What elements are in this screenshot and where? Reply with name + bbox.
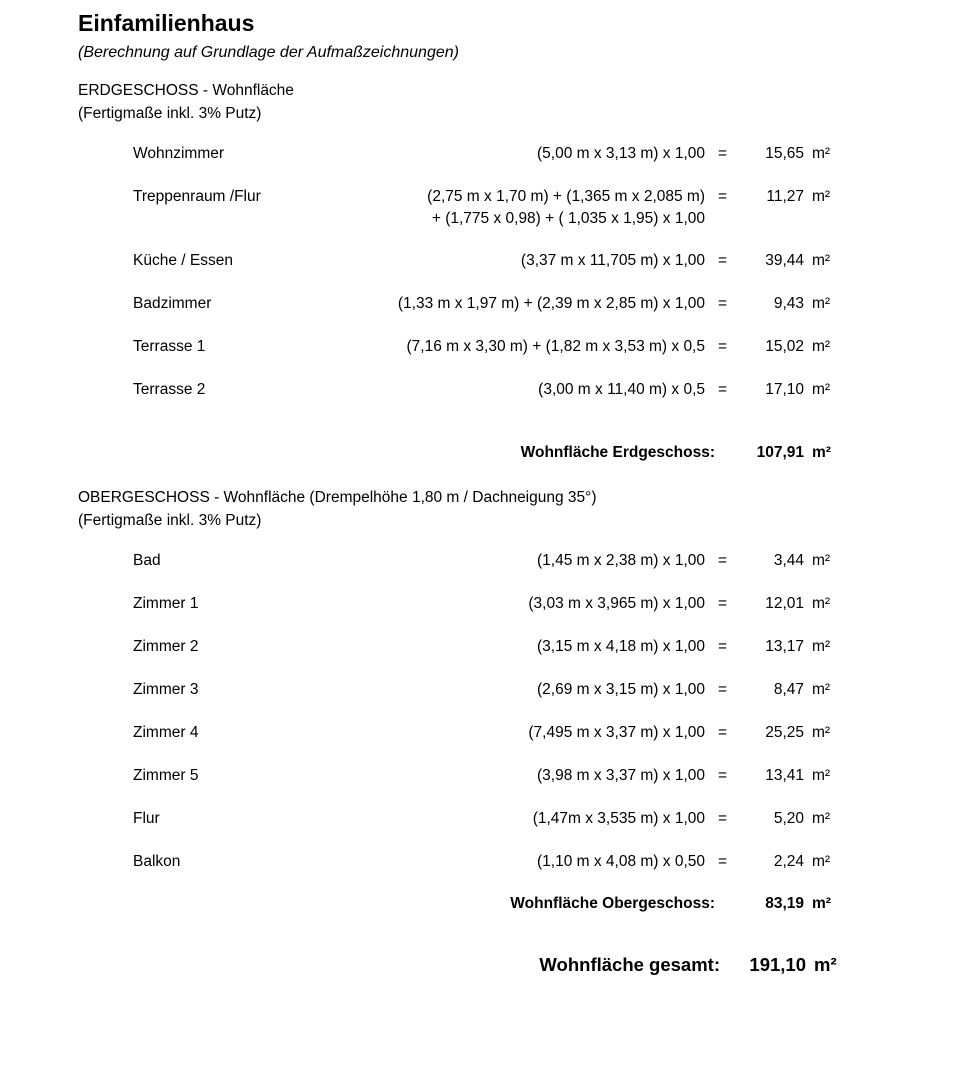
room-formula-line1: (7,16 m x 3,30 m) + (1,82 m x 3,53 m) x 0,5 <box>406 338 705 355</box>
room-formula-line1: (3,98 m x 3,37 m) x 1,00 <box>537 767 705 784</box>
section-total-value: 107,91 <box>756 444 804 461</box>
room-formula-line1: (2,69 m x 3,15 m) x 1,00 <box>537 681 705 698</box>
room-area-unit: m² <box>812 724 831 741</box>
room-area-unit: m² <box>812 295 831 312</box>
table-row <box>0 145 973 188</box>
section-total-unit: m² <box>812 895 831 912</box>
room-formula <box>240 338 705 356</box>
room-formula <box>240 810 705 828</box>
table-row <box>0 638 973 681</box>
table-row <box>0 853 973 896</box>
table-row <box>0 681 973 724</box>
room-area-unit: m² <box>812 681 831 698</box>
room-area-value: 5,20 <box>773 810 804 827</box>
room-formula-line1: (1,47m x 3,535 m) x 1,00 <box>532 810 705 827</box>
room-area-value: 13,17 <box>765 638 804 655</box>
room-area-value: 3,44 <box>773 552 804 569</box>
room-formula <box>240 145 705 163</box>
room-label: Terrasse 1 <box>133 338 206 355</box>
table-row <box>0 810 973 853</box>
table-row <box>0 188 973 252</box>
equals-sign: = <box>718 188 728 205</box>
room-label: Zimmer 1 <box>133 595 199 612</box>
equals-sign: = <box>718 252 728 269</box>
room-formula <box>240 767 705 785</box>
room-formula-line1: (3,15 m x 4,18 m) x 1,00 <box>537 638 705 655</box>
equals-sign: = <box>718 767 728 784</box>
section-heading-erdgeschoss <box>78 82 294 123</box>
room-formula-line1: (7,495 m x 3,37 m) x 1,00 <box>528 724 705 741</box>
room-area-value: 13,41 <box>765 767 804 784</box>
room-formula <box>240 853 705 871</box>
room-label: Terrasse 2 <box>133 381 206 398</box>
equals-sign: = <box>718 595 728 612</box>
room-label: Badzimmer <box>133 295 212 312</box>
table-row <box>0 767 973 810</box>
room-area-unit: m² <box>812 252 831 269</box>
table-row <box>0 252 973 295</box>
section-total-value: 83,19 <box>765 895 804 912</box>
equals-sign: = <box>718 638 728 655</box>
room-label: Zimmer 4 <box>133 724 199 741</box>
room-area-value: 15,02 <box>765 338 804 355</box>
room-formula <box>240 595 705 613</box>
section-total-erdgeschoss <box>0 444 973 470</box>
section-total-obergeschoss <box>0 895 973 921</box>
room-area-value: 15,65 <box>765 145 804 162</box>
room-formula <box>240 638 705 656</box>
section-total-label: Wohnfläche Obergeschoss: <box>510 895 715 912</box>
grand-total-row <box>0 954 973 980</box>
room-area-unit: m² <box>812 638 831 655</box>
room-area-value: 11,27 <box>766 188 804 205</box>
room-area-value: 12,01 <box>765 595 804 612</box>
room-formula <box>240 681 705 699</box>
room-formula <box>240 188 705 228</box>
equals-sign: = <box>718 381 728 398</box>
section-heading-obergeschoss-line2: (Fertigmaße inkl. 3% Putz) <box>78 512 262 529</box>
room-label: Treppenraum /Flur <box>133 188 261 205</box>
equals-sign: = <box>718 810 728 827</box>
room-formula-line2: + (1,775 x 0,98) + ( 1,035 x 1,95) x 1,00 <box>431 210 705 227</box>
room-formula-line1: (1,10 m x 4,08 m) x 0,50 <box>537 853 705 870</box>
room-formula-line1: (5,00 m x 3,13 m) x 1,00 <box>537 145 705 162</box>
section-heading-obergeschoss <box>78 489 597 530</box>
room-label: Zimmer 5 <box>133 767 199 784</box>
room-label: Wohnzimmer <box>133 145 225 162</box>
grand-total-unit: m² <box>814 954 837 975</box>
room-formula-line1: (1,45 m x 2,38 m) x 1,00 <box>537 552 705 569</box>
room-formula-line1: (3,37 m x 11,705 m) x 1,00 <box>520 252 705 269</box>
page-subtitle: (Berechnung auf Grundlage der Aufmaßzeichnungen) <box>78 44 459 61</box>
equals-sign: = <box>718 145 728 162</box>
equals-sign: = <box>718 552 728 569</box>
room-area-unit: m² <box>812 595 831 612</box>
section-total-unit: m² <box>812 444 831 461</box>
room-formula <box>240 381 705 399</box>
room-area-value: 39,44 <box>765 252 804 269</box>
equals-sign: = <box>718 853 728 870</box>
table-row <box>0 595 973 638</box>
table-row <box>0 724 973 767</box>
equals-sign: = <box>718 724 728 741</box>
room-label: Küche / Essen <box>133 252 233 269</box>
table-row <box>0 338 973 381</box>
grand-total-value: 191,10 <box>749 954 806 975</box>
table-row <box>0 381 973 424</box>
room-area-unit: m² <box>812 338 831 355</box>
section-total-label: Wohnfläche Erdgeschoss: <box>520 444 715 461</box>
room-label: Bad <box>133 552 161 569</box>
measurement-table-obergeschoss <box>0 552 973 896</box>
room-area-unit: m² <box>812 853 831 870</box>
room-area-value: 9,43 <box>773 295 804 312</box>
room-area-value: 2,24 <box>773 853 804 870</box>
table-row <box>0 552 973 595</box>
room-area-unit: m² <box>812 145 831 162</box>
section-heading-erdgeschoss-line2: (Fertigmaße inkl. 3% Putz) <box>78 105 262 122</box>
section-heading-obergeschoss-line1: OBERGESCHOSS - Wohnfläche (Drempelhöhe 1,80 m / Dachneigung 35°) <box>78 489 597 506</box>
page-title: Einfamilienhaus <box>78 10 255 36</box>
room-area-value: 17,10 <box>765 381 804 398</box>
room-area-unit: m² <box>812 552 831 569</box>
room-formula <box>240 295 705 313</box>
equals-sign: = <box>718 681 728 698</box>
room-area-unit: m² <box>812 381 831 398</box>
room-label: Balkon <box>133 853 181 870</box>
room-formula <box>240 252 705 270</box>
room-area-unit: m² <box>812 810 831 827</box>
room-formula-line1: (2,75 m x 1,70 m) + (1,365 m x 2,085 m) <box>427 188 705 205</box>
room-formula-line1: (3,00 m x 11,40 m) x 0,5 <box>538 381 705 398</box>
equals-sign: = <box>718 295 728 312</box>
room-label: Zimmer 2 <box>133 638 199 655</box>
room-formula-line1: (1,33 m x 1,97 m) + (2,39 m x 2,85 m) x 1,00 <box>397 295 705 312</box>
room-label: Flur <box>133 810 160 827</box>
measurement-table-erdgeschoss <box>0 145 973 424</box>
room-area-value: 25,25 <box>765 724 804 741</box>
room-label: Zimmer 3 <box>133 681 199 698</box>
room-area-unit: m² <box>812 188 831 205</box>
room-formula <box>240 552 705 570</box>
room-area-value: 8,47 <box>773 681 804 698</box>
table-row <box>0 295 973 338</box>
room-formula-line1: (3,03 m x 3,965 m) x 1,00 <box>528 595 705 612</box>
room-area-unit: m² <box>812 767 831 784</box>
equals-sign: = <box>718 338 728 355</box>
room-formula <box>240 724 705 742</box>
section-heading-erdgeschoss-line1: ERDGESCHOSS - Wohnfläche <box>78 82 294 99</box>
grand-total-label: Wohnfläche gesamt: <box>539 954 720 975</box>
